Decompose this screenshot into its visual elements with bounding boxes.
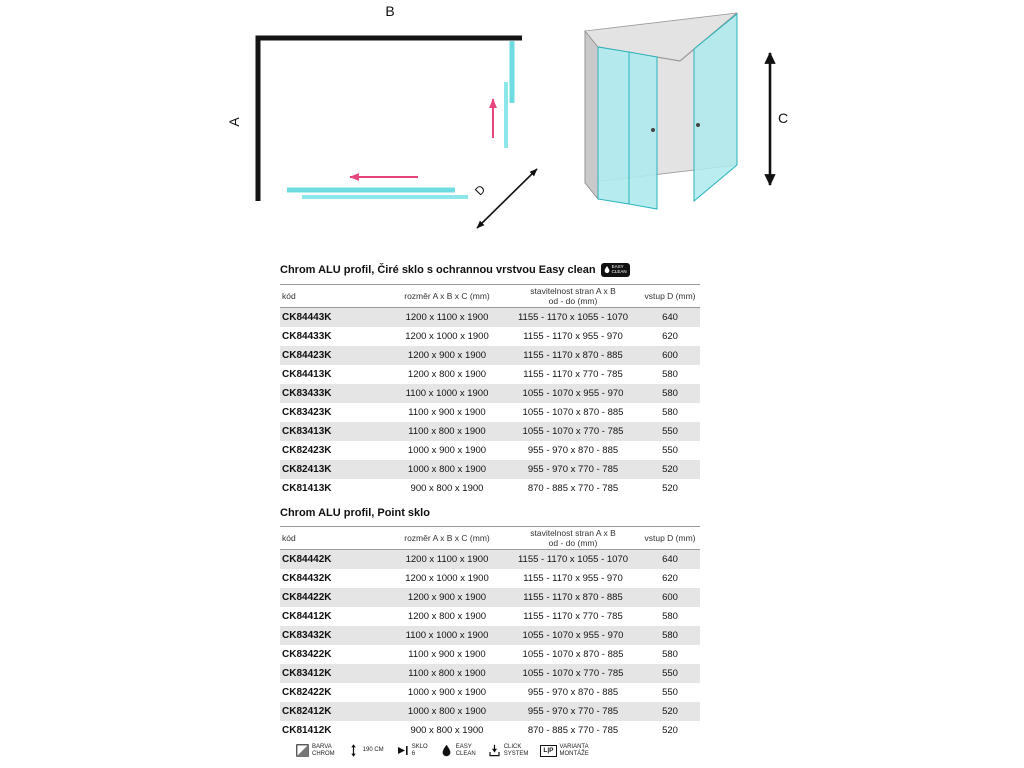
spec-tables-section [280, 263, 700, 740]
entry-d-arrow-icon [477, 169, 537, 228]
cell-entry: 520 [662, 705, 678, 717]
table-row [280, 441, 700, 460]
cell-adjustability: 1155 - 1170 x 870 - 885 [523, 591, 623, 603]
table-row [280, 403, 700, 422]
cell-dimensions: 1100 x 800 x 1900 [408, 425, 486, 437]
cell-adjustability: 1155 - 1170 x 955 - 970 [523, 330, 623, 342]
cell-code: CK84422K [282, 591, 332, 603]
table-row [280, 479, 700, 498]
cell-code: CK83422K [282, 648, 332, 660]
cell-dimensions: 1200 x 1000 x 1900 [405, 572, 489, 584]
cell-code: CK82413K [282, 463, 332, 475]
cell-dimensions: 1200 x 900 x 1900 [407, 349, 487, 361]
cell-code: CK84442K [282, 553, 332, 565]
right-door-handle-icon [696, 123, 700, 127]
table-title-point-glass [280, 507, 700, 519]
cell-entry: 640 [662, 312, 678, 323]
cell-entry: 580 [662, 368, 678, 380]
cell-dimensions: 1000 x 800 x 1900 [407, 463, 487, 475]
easy-clean-badge [601, 263, 630, 277]
cell-entry: 580 [662, 629, 678, 641]
header-dimensions: rozměr A x B x C (mm) [404, 532, 490, 543]
header-dimensions: rozměr A x B x C (mm) [404, 290, 490, 301]
cell-adjustability: 1155 - 1170 x 770 - 785 [523, 368, 623, 380]
cell-code: CK84443K [282, 312, 332, 323]
cell-dimensions: 1200 x 900 x 1900 [407, 591, 487, 603]
feature-icons-row [296, 744, 589, 758]
cell-code: CK84423K [282, 349, 332, 361]
cell-code: CK84412K [282, 610, 332, 622]
cell-entry: 620 [662, 330, 678, 342]
cell-entry: 520 [662, 724, 678, 736]
cell-dimensions: 1000 x 900 x 1900 [407, 686, 487, 698]
cell-adjustability: 955 - 970 x 770 - 785 [527, 463, 619, 475]
cell-adjustability: 1155 - 1170 x 1055 - 1070 [517, 553, 629, 565]
cell-code: CK82422K [282, 686, 332, 698]
height-arrow-icon [347, 744, 360, 757]
feature-color-chrome [296, 744, 335, 758]
cell-entry: 600 [662, 591, 678, 603]
cell-adjustability: 1055 - 1070 x 870 - 885 [522, 406, 624, 418]
table-row [280, 664, 700, 683]
drop-icon [604, 265, 610, 274]
table-row [280, 607, 700, 626]
table-header-row [280, 284, 700, 307]
feature-label: SKLO 6 [411, 744, 428, 757]
cell-dimensions: 1000 x 800 x 1900 [407, 705, 487, 717]
header-adjustability: stavitelnost stran A x B od - do (mm) [530, 285, 616, 307]
top-view-diagram [225, 0, 545, 245]
cell-adjustability: 1155 - 1170 x 870 - 885 [523, 349, 623, 361]
table-row [280, 702, 700, 721]
click-system-icon [488, 744, 501, 757]
table-row [280, 683, 700, 702]
glass-thickness-icon [396, 744, 409, 757]
dimension-label-a: A [226, 117, 242, 127]
dimension-label-b: B [385, 3, 395, 19]
feature-label: CLICK SYSTEM [503, 744, 529, 757]
cell-dimensions: 1100 x 900 x 1900 [408, 648, 486, 660]
cell-entry: 580 [662, 387, 678, 399]
table-row [280, 422, 700, 441]
front-glass-fixed-panel [598, 47, 629, 204]
feature-label: VARIANTA MONTÁŽE [559, 744, 589, 757]
cell-entry: 580 [662, 610, 678, 622]
cell-adjustability: 955 - 970 x 870 - 885 [527, 686, 619, 698]
cell-dimensions: 1100 x 1000 x 1900 [405, 629, 489, 641]
table-row [280, 346, 700, 365]
shower-3d-diagram [565, 3, 805, 218]
cell-dimensions: 1200 x 1100 x 1900 [405, 553, 489, 565]
cell-code: CK83432K [282, 629, 332, 641]
cell-dimensions: 1200 x 1000 x 1900 [405, 330, 489, 342]
cell-entry: 600 [662, 349, 678, 361]
table-title-easy-clean [280, 263, 700, 277]
table-row [280, 626, 700, 645]
cell-dimensions: 1100 x 800 x 1900 [408, 667, 486, 679]
cell-adjustability: 870 - 885 x 770 - 785 [527, 482, 619, 494]
feature-glass-thickness [396, 744, 428, 758]
cell-adjustability: 1055 - 1070 x 870 - 885 [522, 648, 624, 660]
mount-variant-icon: L|P [540, 745, 556, 758]
header-adjustability: stavitelnost stran A x B od - do (mm) [530, 527, 616, 548]
point-glass-table [280, 526, 700, 740]
cell-code: CK84432K [282, 572, 332, 584]
table-row [280, 365, 700, 384]
feature-height [347, 744, 384, 757]
cell-code: CK84433K [282, 330, 332, 342]
cell-adjustability: 1055 - 1070 x 770 - 785 [522, 425, 624, 437]
dimension-label-d: D [472, 182, 489, 199]
cell-entry: 550 [662, 667, 678, 679]
table-title-text: Chrom ALU profil, Point sklo [280, 506, 430, 519]
cell-entry: 550 [662, 686, 678, 698]
cell-code: CK83433K [282, 387, 332, 399]
left-wall [585, 31, 598, 199]
cell-adjustability: 1155 - 1170 x 955 - 970 [523, 572, 623, 584]
table-row [280, 645, 700, 664]
cell-dimensions: 1200 x 800 x 1900 [407, 368, 487, 380]
table-row [280, 569, 700, 588]
color-chrome-icon [296, 744, 309, 757]
table-row [280, 460, 700, 479]
cell-entry: 550 [662, 425, 678, 437]
table-row [280, 588, 700, 607]
header-entry: vstup D (mm) [644, 532, 696, 543]
cell-entry: 580 [662, 648, 678, 660]
cell-dimensions: 900 x 800 x 1900 [410, 482, 484, 494]
table-row [280, 327, 700, 346]
table-row [280, 550, 700, 569]
cell-dimensions: 1200 x 800 x 1900 [407, 610, 487, 622]
drop-icon [440, 744, 453, 757]
feature-label: 190 CM [362, 747, 384, 754]
cell-entry: 550 [662, 444, 678, 456]
feature-mount-variant [540, 744, 588, 758]
cell-code: CK83423K [282, 406, 332, 418]
cell-dimensions: 1100 x 1000 x 1900 [405, 387, 489, 399]
cell-adjustability: 955 - 970 x 870 - 885 [527, 444, 619, 456]
cell-entry: 520 [662, 482, 678, 494]
cell-adjustability: 1055 - 1070 x 955 - 970 [522, 629, 624, 641]
table-row [280, 308, 700, 327]
cell-dimensions: 900 x 800 x 1900 [410, 724, 484, 736]
table-row [280, 384, 700, 403]
cell-adjustability: 1155 - 1170 x 770 - 785 [523, 610, 623, 622]
easy-clean-badge-label: EASY CLEAN [611, 264, 627, 274]
header-entry: vstup D (mm) [644, 290, 696, 301]
easy-clean-table [280, 284, 700, 498]
dimension-label-c: C [778, 110, 789, 126]
header-code: kód [282, 532, 296, 543]
feature-click-system [488, 744, 529, 758]
header-code: kód [282, 290, 296, 301]
cell-entry: 640 [662, 553, 678, 565]
cell-adjustability: 870 - 885 x 770 - 785 [527, 724, 619, 736]
front-door-handle-icon [651, 128, 655, 132]
cell-adjustability: 955 - 970 x 770 - 785 [527, 705, 619, 717]
cell-entry: 620 [662, 572, 678, 584]
feature-easy-clean [440, 744, 476, 758]
cell-code: CK82423K [282, 444, 332, 456]
cell-code: CK83413K [282, 425, 332, 437]
cell-adjustability: 1055 - 1070 x 955 - 970 [522, 387, 624, 399]
cell-entry: 580 [662, 406, 678, 418]
cell-dimensions: 1200 x 1100 x 1900 [405, 312, 489, 323]
table-title-text: Chrom ALU profil, Čiré sklo s ochrannou vrstvou Easy clean [280, 263, 596, 276]
cell-adjustability: 1155 - 1170 x 1055 - 1070 [517, 312, 629, 323]
table-row [280, 721, 700, 740]
cell-code: CK83412K [282, 667, 332, 679]
cell-code: CK84413K [282, 368, 332, 380]
table-header-row [280, 526, 700, 549]
cell-code: CK81413K [282, 482, 332, 494]
feature-label: BARVA CHROM [312, 744, 335, 757]
cell-code: CK81412K [282, 724, 332, 736]
cell-entry: 520 [662, 463, 678, 475]
cell-dimensions: 1000 x 900 x 1900 [407, 444, 487, 456]
cell-adjustability: 1055 - 1070 x 770 - 785 [522, 667, 624, 679]
cell-dimensions: 1100 x 900 x 1900 [408, 406, 486, 418]
cell-code: CK82412K [282, 705, 332, 717]
feature-label: EASY CLEAN [455, 744, 476, 757]
